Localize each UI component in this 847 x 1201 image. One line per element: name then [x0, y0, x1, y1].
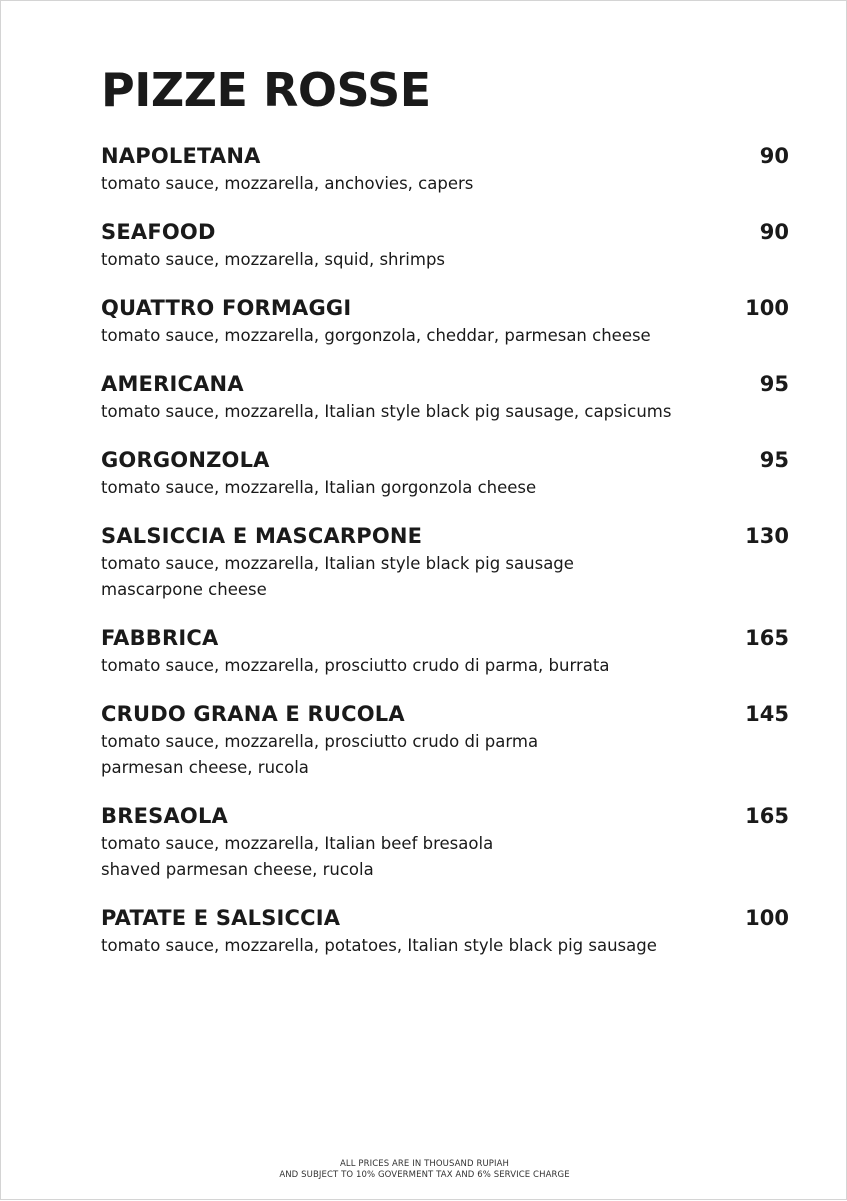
menu-item	[101, 445, 789, 501]
menu-item	[101, 903, 789, 959]
menu-item-header	[101, 801, 789, 831]
menu-item-name: NAPOLETANA	[101, 144, 261, 168]
menu-item	[101, 801, 789, 883]
menu-item-name: SALSICCIA E MASCARPONE	[101, 524, 423, 548]
price-note-line-1: ALL PRICES ARE IN THOUSAND RUPIAH	[339, 1159, 510, 1169]
menu-item-header	[101, 217, 789, 247]
menu-item-description	[101, 653, 789, 679]
menu-item-description-line: parmesan cheese, rucola	[101, 758, 309, 777]
menu-item-description	[101, 399, 789, 425]
menu-item-name: QUATTRO FORMAGGI	[101, 296, 352, 320]
menu-item-price: 95	[759, 372, 789, 396]
menu-item	[101, 699, 789, 781]
menu-item-description	[101, 475, 789, 501]
menu-item-description-line: shaved parmesan cheese, rucola	[101, 860, 374, 879]
menu-item-name: SEAFOOD	[101, 220, 216, 244]
menu-item-name: AMERICANA	[101, 372, 244, 396]
menu-item-header	[101, 623, 789, 653]
menu-item-name: BRESAOLA	[101, 804, 228, 828]
menu-item-price: 90	[759, 144, 789, 168]
menu-item-header	[101, 293, 789, 323]
menu-item-name: GORGONZOLA	[101, 448, 270, 472]
menu-item-description-line: tomato sauce, mozzarella, prosciutto crudo di parma	[101, 732, 539, 751]
menu-item-description	[101, 831, 789, 883]
menu-item-price: 95	[759, 448, 789, 472]
menu-item-name: FABBRICA	[101, 626, 219, 650]
menu-item-price: 100	[745, 296, 789, 320]
menu-item-name: PATATE E SALSICCIA	[101, 906, 341, 930]
menu-item-price: 130	[745, 524, 789, 548]
menu-item-price: 90	[759, 220, 789, 244]
menu-page	[1, 1, 847, 1201]
menu-item-description	[101, 551, 789, 603]
menu-item-price: 100	[745, 906, 789, 930]
menu-item-description-line: tomato sauce, mozzarella, prosciutto crudo di parma, burrata	[101, 656, 610, 675]
menu-item-description	[101, 933, 789, 959]
price-note-line-2: AND SUBJECT TO 10% GOVERMENT TAX AND 6% SERVICE CHARGE	[279, 1170, 570, 1180]
menu-item-price: 145	[745, 702, 789, 726]
menu-item-description-line: tomato sauce, mozzarella, anchovies, capers	[101, 174, 474, 193]
menu-list	[101, 141, 789, 979]
menu-item-description-line: tomato sauce, mozzarella, Italian beef bresaola	[101, 834, 494, 853]
menu-item-description-line: tomato sauce, mozzarella, potatoes, Italian style black pig sausage	[101, 936, 657, 955]
menu-item-header	[101, 445, 789, 475]
menu-item-name: CRUDO GRANA E RUCOLA	[101, 702, 405, 726]
menu-item-header	[101, 521, 789, 551]
menu-item-description-line: tomato sauce, mozzarella, Italian style black pig sausage, capsicums	[101, 402, 672, 421]
menu-item-description	[101, 171, 789, 197]
menu-item	[101, 293, 789, 349]
menu-item-header	[101, 903, 789, 933]
menu-item	[101, 369, 789, 425]
menu-item-description-line: tomato sauce, mozzarella, squid, shrimps	[101, 250, 446, 269]
menu-item-description-line: tomato sauce, mozzarella, Italian style black pig sausage	[101, 554, 574, 573]
menu-item	[101, 623, 789, 679]
menu-item-description-line: tomato sauce, mozzarella, Italian gorgonzola cheese	[101, 478, 537, 497]
page-title: PIZZE ROSSE	[101, 63, 431, 117]
menu-item-description-line: mascarpone cheese	[101, 580, 267, 599]
menu-item-header	[101, 699, 789, 729]
menu-item-header	[101, 369, 789, 399]
menu-item-header	[101, 141, 789, 171]
menu-item-description	[101, 247, 789, 273]
menu-item	[101, 217, 789, 273]
menu-item	[101, 141, 789, 197]
menu-item	[101, 521, 789, 603]
menu-item-description	[101, 729, 789, 781]
menu-item-price: 165	[745, 804, 789, 828]
price-note	[1, 1159, 847, 1181]
menu-item-description-line: tomato sauce, mozzarella, gorgonzola, cheddar, parmesan cheese	[101, 326, 651, 345]
menu-item-price: 165	[745, 626, 789, 650]
menu-item-description	[101, 323, 789, 349]
